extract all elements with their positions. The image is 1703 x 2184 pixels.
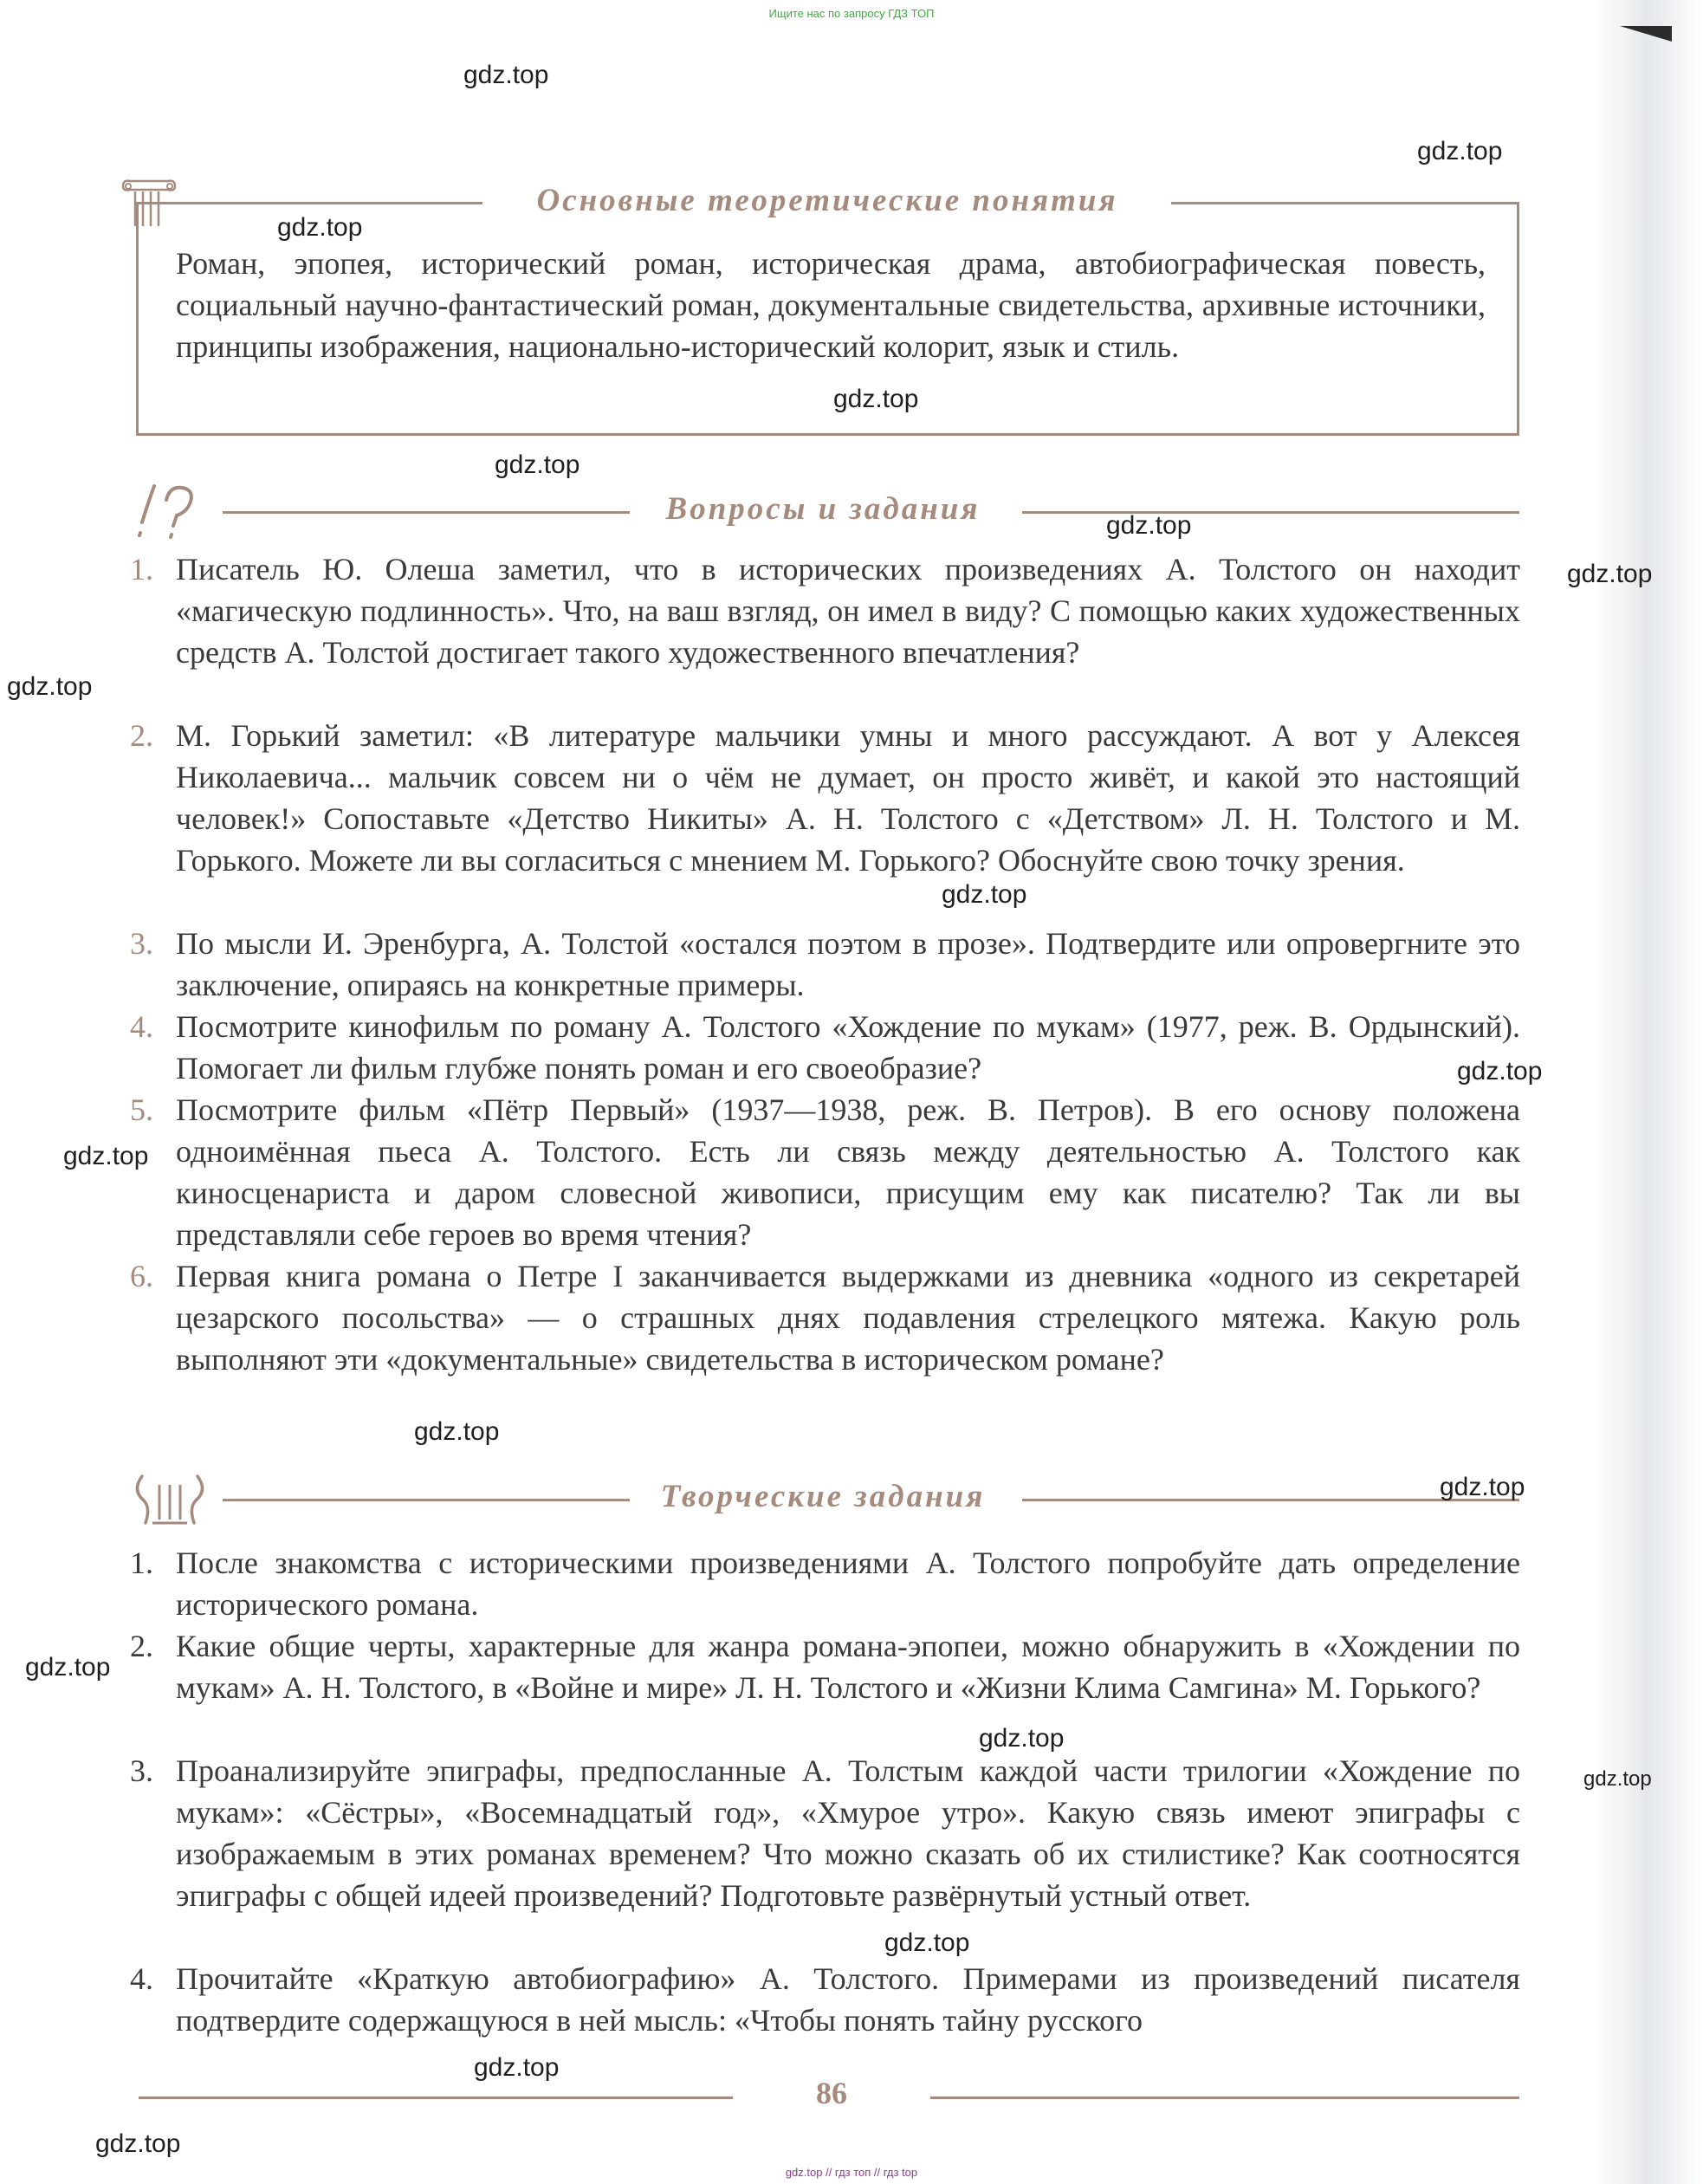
questions-list [130,548,1520,1422]
page-edge-highlight [1646,0,1703,2184]
watermark: gdz.top [277,213,363,242]
question-number: 4. [130,1009,153,1044]
watermark: gdz.top [7,672,93,701]
question-text: Писатель Ю. Олеша заметил, что в исторических произведениях А. Толстого он находит «магическую подлинность». Что, на ваш взгляд, он имел в виду? С помощью каких художественных средств А. Толстой достигает такого художественного впечатления? [176,552,1520,670]
watermark: gdz.top [884,1928,970,1957]
corner-mark [1620,26,1672,42]
question-text: М. Горький заметил: «В литературе мальчики умны и много рассуждают. А вот у Алексея Николаевича... мальчик совсем ни о чём не думает, он просто живёт, и какой это настоящий человек!» Сопоставьте «Детство Никиты» А. Н. Толстого с «Детством» Л. Н. Толстого и М. Горького. Можете ли вы согласиться с мнением М. Горького? Обоснуйте свою точку зрения. [176,718,1520,878]
question-number: 2. [130,718,153,753]
question-item [130,1089,1520,1255]
task-text: Какие общие черты, характерные для жанра романа-эпопеи, можно обнаружить в «Хождении по мукам» А. Н. Толстого, в «Войне и мире» Л. Н. Толстого и «Жизни Клима Самгина» М. Горького? [176,1629,1520,1705]
question-item [130,548,1520,715]
questions-rule-left [223,511,630,514]
page-number: 86 [816,2076,847,2110]
task-item [130,1625,1520,1750]
question-item [130,715,1520,923]
watermark: gdz.top [1106,511,1192,540]
question-text: Посмотрите кинофильм по роману А. Толстого «Хождение по мукам» (1977, реж. В. Ордынский). Помогает ли фильм глубже понять роман и его своеобразие? [176,1009,1520,1086]
footer-rule-left [139,2097,733,2099]
task-number: 4. [130,1961,153,1996]
creative-title: Творческие задания [660,1479,986,1514]
task-item [130,1750,1520,1958]
watermark: gdz.top [942,880,1027,909]
watermark: gdz.top [63,1142,149,1170]
question-text: Посмотрите фильм «Пётр Первый» (1937—1938, реж. В. Петров). В его основу положена одноимённая пьеса А. Толстого. Есть ли связь между деятельностью А. Толстого как киносценариста и даром словесной живописи, присущим ему как писателю? Так ли вы представляли себе героев во время чтения? [176,1092,1520,1252]
question-number: 5. [130,1092,153,1127]
footer-rule-right [930,2097,1519,2099]
questions-title: Вопросы и задания [665,491,981,527]
watermark: gdz.top [95,2129,181,2158]
question-text: Первая книга романа о Петре I заканчивается выдержками из дневника «одного из секретарей цезарского посольства» — о страшных днях подавления стрелецкого мятежа. Какую роль выполняют эти «документальные» свидетельства в историческом романе? [176,1259,1520,1377]
question-item [130,1255,1520,1422]
questions-rule-right [1022,511,1519,514]
bottom-banner: gdz.top // гдз топ // гдз top [785,2166,918,2179]
task-text: Проанализируйте эпиграфы, предпосланные А. Толстым каждой части трилогии «Хождение по мукам»: «Сёстры», «Восемнадцатый год», «Хмурое утро». Какую связь имеют эпиграфы с изображаемым в этих романах временем? Что можно сказать об их стилистике? Как соотносятся эпиграфы с общей идеей произведений? Подготовьте развёрнутый устный ответ. [176,1753,1520,1913]
watermark: gdz.top [25,1653,111,1682]
theory-title: Основные теоретические понятия [536,183,1118,218]
task-number: 1. [130,1546,153,1580]
watermark: gdz.top [833,385,919,413]
watermark: gdz.top [1567,560,1653,588]
task-text: После знакомства с историческими произведениями А. Толстого попробуйте дать определение исторического романа. [176,1546,1520,1622]
creative-list [130,1542,1520,2041]
question-marks-icon [128,481,204,541]
watermark: gdz.top [495,450,580,479]
question-item [130,923,1520,1006]
task-item [130,1958,1520,2041]
watermark: gdz.top [1417,137,1503,165]
watermark: gdz.top [414,1417,500,1446]
task-text: Прочитайте «Краткую автобиографию» А. Толстого. Примерами из произведений писателя подтвердите содержащуюся в ней мысль: «Чтобы понять тайну русского [176,1961,1520,2038]
question-text: По мысли И. Эренбурга, А. Толстой «остался поэтом в прозе». Подтвердите или опровергните это заключение, опираясь на конкретные примеры. [176,926,1520,1002]
question-number: 1. [130,552,153,587]
question-item [130,1006,1520,1089]
task-item [130,1542,1520,1625]
lyre-icon [130,1473,210,1528]
question-number: 6. [130,1259,153,1293]
creative-rule-left [223,1499,630,1501]
task-number: 2. [130,1629,153,1663]
theory-text: Роман, эпопея, исторический роман, историческая драма, автобиографическая повесть, социальный научно-фантастический роман, документальные свидетельства, архивные источники, принципы изображения, национально-исторический колорит, язык и стиль. [176,246,1486,364]
watermark: gdz.top [979,1724,1065,1753]
task-number: 3. [130,1753,153,1788]
watermark: gdz.top [474,2053,560,2082]
question-number: 3. [130,926,153,961]
watermark: gdz.top [1440,1473,1525,1501]
top-banner: Ищите нас по запросу ГДЗ ТОП [768,7,935,20]
watermark: gdz.top [1457,1057,1543,1086]
watermark: gdz.top [463,61,549,89]
watermark: gdz.top [1583,1767,1652,1791]
